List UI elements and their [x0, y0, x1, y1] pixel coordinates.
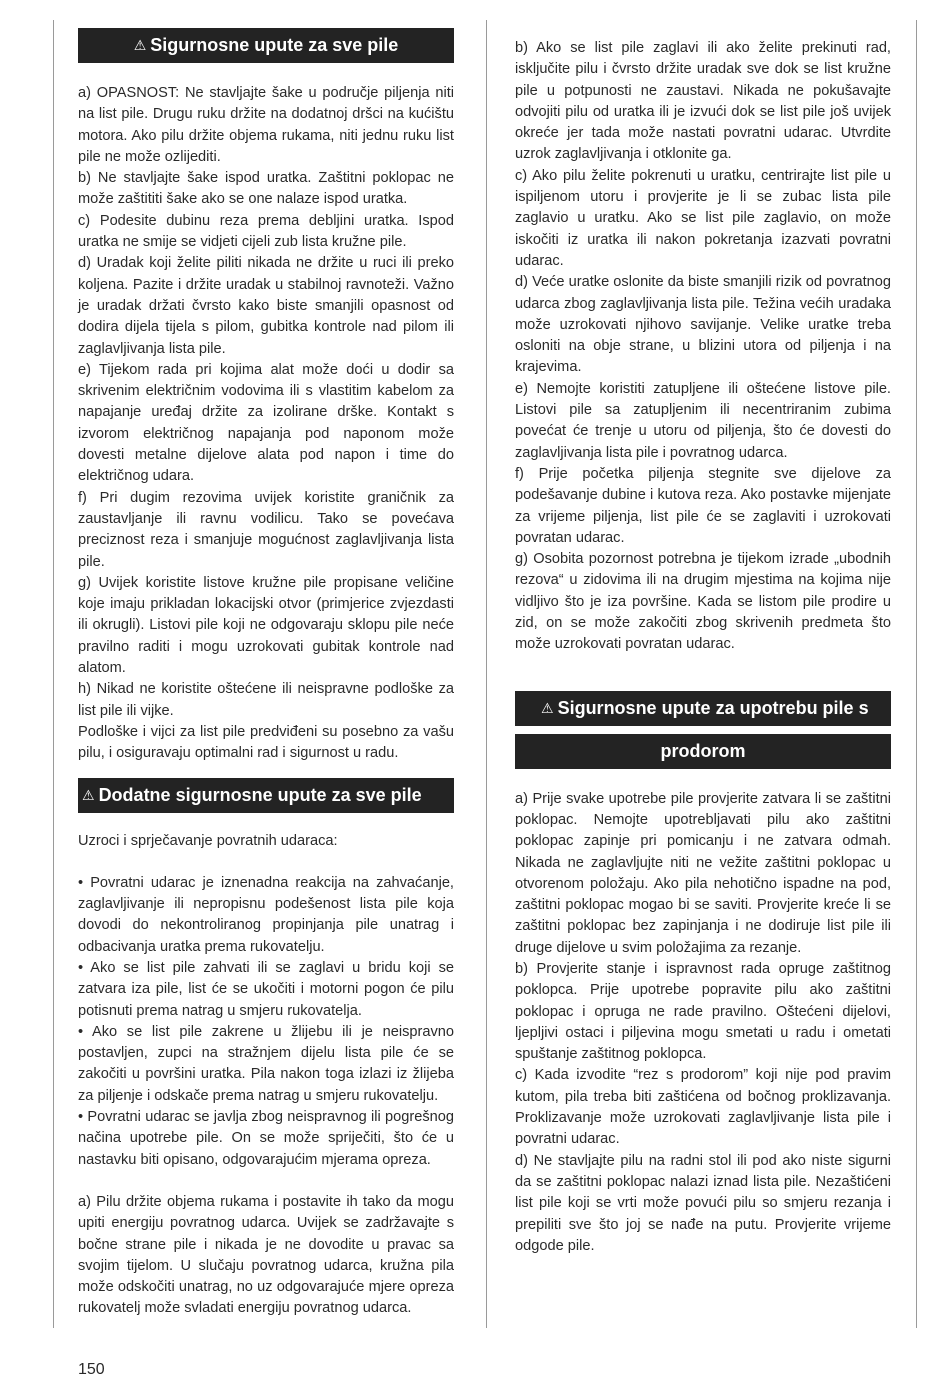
plunge-item-c: c) Kada izvodite “rez s prodorom” koji nije pod pravim kutom, pila treba biti zaštićena od bočnog proklizavanja. Proklizavanje može uzrokovati zaglavljivanje lista pile i povratni udarac.	[515, 1067, 891, 1148]
section-heading-additional-safety	[78, 778, 454, 813]
kickback-item-c: c) Ako pilu želite pokrenuti u uratku, centrirajte list pile u ispiljenom utoru i provjerite je li se zubac lista pile zaglavio u uratku. Ako se list pile zaglavio, on može iskočiti iz uratka ili nakon pokretanja izazvati povratni udarac.	[515, 167, 891, 269]
section-heading-text: Sigurnosne upute za sve pile	[150, 35, 399, 55]
section-heading-text: Dodatne sigurnosne upute za sve pile	[98, 784, 422, 805]
page-number: 150	[78, 1361, 105, 1378]
section-heading-text: Sigurnosne upute za upotrebu pile s	[557, 697, 869, 718]
safety-item-b: b) Ne stavljajte šake ispod uratka. Zaštitni poklopac ne može zaštititi šake ako se one nalaze ispod uratka.	[78, 170, 454, 208]
section-heading-text: prodorom	[660, 740, 746, 761]
section-heading-plunge-saw	[515, 691, 891, 726]
safety-item-d: d) Uradak koji želite piliti nikada ne držite u ruci ili preko koljena. Pazite i držite uradak u stabilnoj ravnoteži. Važno je uradak držati čvrsto kako biste smanjili opasnost od dodira dijela tijela s pilom, gubitka kontrole nad pilom ili zaglavljivanja lista pile.	[78, 255, 454, 357]
kickback-item-a: a) Pilu držite objema rukama i postavite ih tako da mogu upiti energiju povratnog udarca. Uvijek se zadržavajte s bočne strane pile i nikada je ne dovodite u pravac sa svojim tijelom. U slučaju povratnog udarca, kružna pila može odskočiti unatrag, no uz odgovarajuće mjere opreza rukovatelj može svladati energiju povratnog udarca.	[78, 1193, 454, 1317]
column-rule-right	[916, 20, 917, 1328]
kickback-item-f: f) Prije početka piljenja stegnite sve dijelove za podešavanje dubine i kutova reza. Ako postavke mijenjate za vrijeme piljenja, list pile će se zaglaviti i uzrokovati povratan udarac.	[515, 465, 891, 546]
column-rule-middle	[486, 20, 487, 1328]
kickback-item-b: b) Ako se list pile zaglavi ili ako želite prekinuti rad, isključite pilu i čvrsto držite uradak sve dok se list kružne pile u potpunosti ne zaustavi. Nikada ne pokušavajte odvojiti pilu od uratka ili je izvući dok se list pile još uvijek okreće jer tada može nastati povratni udarac. Utvrdite uzrok zaglavljivanja i otklonite ga.	[515, 40, 891, 163]
section-heading-plunge-saw-continued	[515, 734, 891, 769]
kickback-bullet: • Ako se list pile zakrene u žlijebu ili je neispravno postavljen, zupci na stražnjem dijelu lista pile će se zakočiti u površini uratka. Pila nakon toga izlazi iz žlijeba za piljenje i odskače prema natrag u smjeru rukovatelju.	[78, 1023, 454, 1104]
right-column	[515, 38, 891, 1257]
column-rule-left	[53, 20, 54, 1328]
safety-item-c: c) Podesite dubinu reza prema debljini uratka. Ispod uratka ne smije se vidjeti cijeli zub lista kružne pile.	[78, 212, 454, 251]
kickback-bullet: • Povratni udarac se javlja zbog neispravnog ili pogrešnog načina upotrebe pile. On se može spriječiti, što će u nastavku biti opisano, odgovarajućim mjerama opreza.	[78, 1109, 454, 1168]
kickback-intro: Uzroci i sprječavanje povratnih udaraca:	[78, 832, 338, 849]
safety-item-h: h) Nikad ne koristite oštećene ili neispravne podloške za list pile ili vijke.	[78, 681, 454, 719]
left-column	[78, 28, 454, 1320]
safety-item-f: f) Pri dugim rezovima uvijek koristite graničnik za zaustavljanje ili ravnu vodilicu. Tako se povećava preciznost reza i smanjuje mogućnost zaglavljivanja lista pile.	[78, 489, 454, 570]
kickback-bullet: • Ako se list pile zahvati ili se zaglavi u bridu koji se zatvara iza pile, list će se ukočiti i motorni pogon će pilu potisnuti prema natrag u smjeru rukovatelja.	[78, 959, 454, 1019]
safety-item-a: a) OPASNOST: Ne stavljajte šake u područje piljenja niti na list pile. Drugu ruku držite na dodatnoj dršci na kućištu motora. Ako pilu držite objema rukama, niti jednu ruku list pile ne može ozlijediti.	[78, 85, 454, 165]
warning-icon: ⚠	[82, 786, 95, 803]
plunge-item-d: d) Ne stavljajte pilu na radni stol ili pod ako niste sigurni da se zaštitni poklopac nalazi iznad lista pile. Nezaštićeni list pile koji se vrti može povući pilu so smjeru rezanja i prepiliti sve što joj se nađe na putu. Provjerite vrijeme odgode pile.	[515, 1152, 891, 1254]
safety-item-e: e) Tijekom rada pri kojima alat može doći u dodir sa skrivenim električnim vodovima ili s vlastitim kabelom za napajanje uređaj držite za izolirane drške. Kontakt s izvorom električnog napajanja pod naponom može dovesti metalne dijelove alata pod napon i time do električnog udara.	[78, 361, 454, 485]
kickback-item-g: g) Osobita pozornost potrebna je tijekom izrade „ubodnih rezova“ u zidovima ili na drugim mjestima na kojima nije vidljivo što je iza površine. Kada se listom pile prodire u zid, on se može zakočiti zbog skrivenih predmeta što može uzrokovati povratan udarac.	[515, 551, 891, 653]
plunge-item-b: b) Provjerite stanje i ispravnost rada opruge zaštitnog poklopca. Prije upotrebe popravite pilu ako zaštitni poklopac i opruga ne rade pravilno. Oštećeni dijelovi, ljepljivi ostaci i piljevina mogu smetati u radu i ometati spuštanje zaštitnog poklopca.	[515, 960, 891, 1063]
warning-icon: ⚠	[133, 37, 147, 53]
safety-item-washers: Podloške i vijci za list pile predviđeni su posebno za vašu pilu, i osiguravaju optimalni rad i sigurnost u radu.	[78, 723, 454, 762]
warning-icon: ⚠	[541, 699, 554, 716]
plunge-item-a: a) Prije svake upotrebe pile provjerite zatvara li se zaštitni poklopac. Nemojte upotrebljavati pilu ako zaštitni poklopac zapinje pri pomicanju i ne zatvara odmah. Nikada ne zaglavljujte niti ne vežite zaštitni poklopac u otvorenom položaju. Ako pila nehotično ispadne na pod, zaštitni poklopac mogao bi se saviti. Provjerite kreće li se zaštitni poklopac bez zapinjanja i ne dodiruje list pile ili druge dijelove u svim položajima za rezanje.	[515, 790, 891, 956]
kickback-bullet: • Povratni udarac je iznenadna reakcija na zahvaćanje, zaglavljivanje ili nepropisnu podešenost lista pile koja dovodi do nekontroliranog propinjanja pile unatrag i odbacivanja uratka prema rukovatelju.	[78, 874, 454, 955]
safety-item-g: g) Uvijek koristite listove kružne pile propisane veličine koje imaju prikladan lokacijski otvor (primjerice zvjezdasti ili okrugli). Listovi pile koji ne odgovaraju sklopu pile neće pravilno raditi i mogu uzrokovati gubitak kontrole nad alatom.	[78, 574, 454, 677]
section-heading-general-safety	[78, 28, 454, 63]
kickback-item-e: e) Nemojte koristiti zatupljene ili oštećene listove pile. Listovi pile sa zatupljenim ili necentriranim zubima povećat će trenje u utoru od piljenja, što će dovesti do zaglavljivanja lista pile i povratnog udarca.	[515, 380, 891, 461]
kickback-item-d: d) Veće uratke oslonite da biste smanjili rizik od povratnog udarca zbog zaglavljivanja lista pile. Težina većih uradaka može uzrokovati njihovo savijanje. Velike uratke treba osloniti na obje strane, u blizini utora od piljenja i na krajevima.	[515, 274, 891, 376]
